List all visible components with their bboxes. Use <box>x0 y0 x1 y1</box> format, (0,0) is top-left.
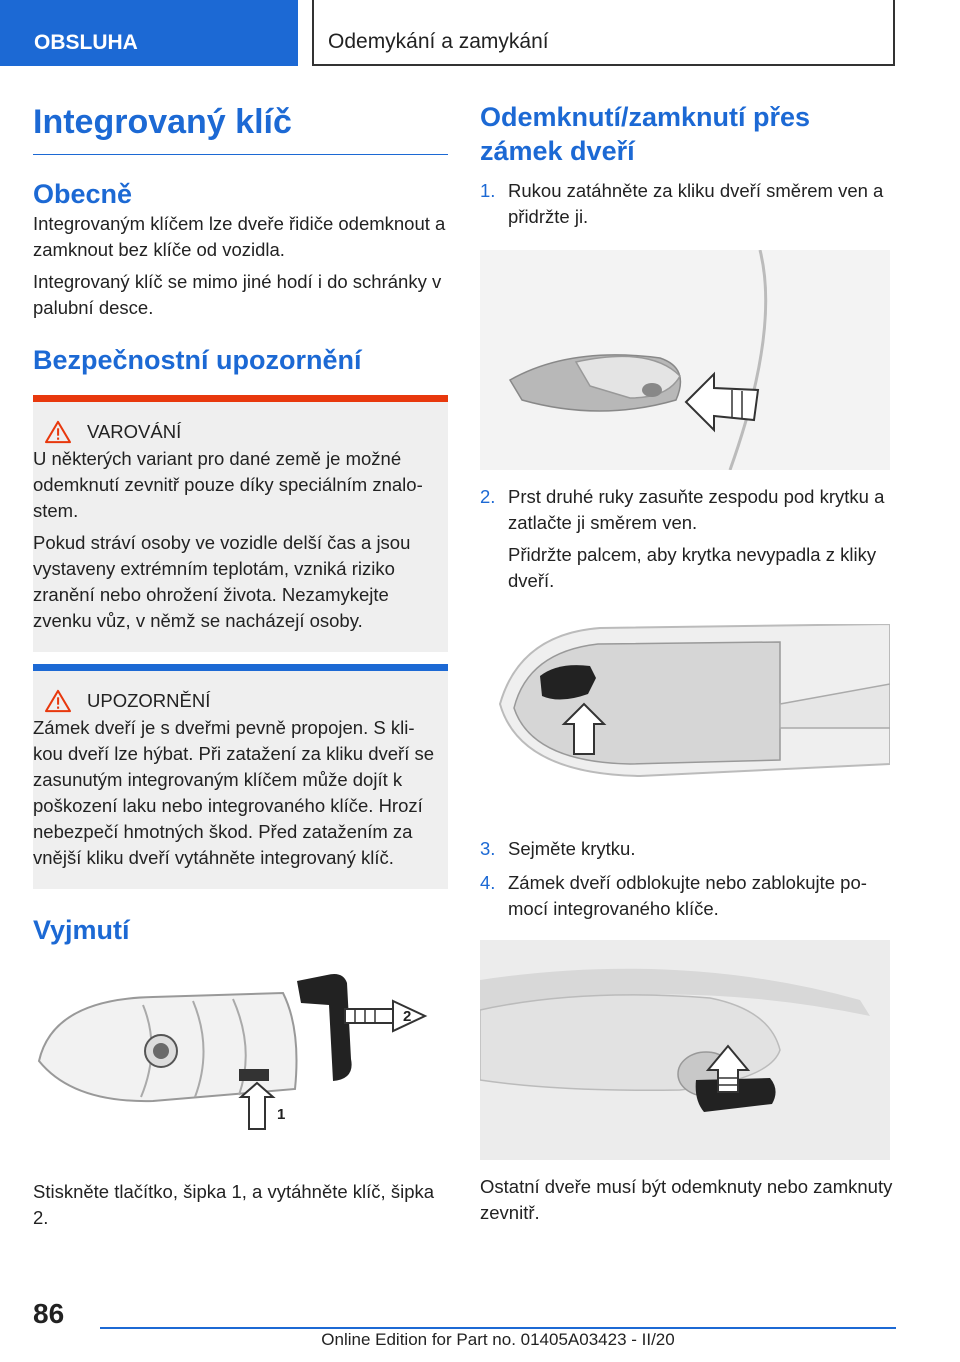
key-fob-illustration <box>33 969 448 1149</box>
step-item <box>480 484 898 536</box>
steps-list-c <box>480 836 898 922</box>
left-column <box>33 100 448 1231</box>
cover-removal-figure <box>480 624 890 784</box>
step-text: Zámek dveří odblokujte nebo zablokujte pomocí integrovaného klíče. <box>508 872 867 919</box>
key-removal-figure <box>33 969 448 1149</box>
door-cover-illustration <box>480 624 890 784</box>
warning-header <box>33 420 438 444</box>
steps-list-a <box>480 178 898 230</box>
page-number: 86 <box>33 1298 65 1329</box>
steps-list-b <box>480 484 898 594</box>
notice-box <box>33 664 448 889</box>
warning-paragraph-2: Pokud stráví osoby ve vozidle delší čas a jsou vystaveny extrémním teplotám, vzniká riziko zranění nebo ohrožení života. Nezamykejte zvenku vůz, v němž se nacházejí osoby. <box>33 532 411 631</box>
step-item <box>480 178 898 230</box>
step-text: Sejměte krytku. <box>508 838 636 859</box>
general-paragraph-2: Integrovaný klíč se mimo jiné hodí i do schránky v palubní desce. <box>33 271 442 318</box>
removal-heading: Vyjmutí <box>33 915 130 945</box>
step-text: Rukou zatáhněte za kliku dveří směrem ven a přidržte ji. <box>508 180 884 227</box>
notice-header <box>33 689 438 713</box>
step-text: Prst druhé ruky zasuňte zespodu pod krytku a zatlačte ji směrem ven. <box>508 486 885 533</box>
step-item <box>480 870 898 922</box>
note-paragraph: Ostatní dveře musí být odemknuty nebo zamknuty zevnitř. <box>480 1176 893 1223</box>
door-handle-illustration <box>480 250 890 470</box>
step-item <box>480 836 898 862</box>
warning-triangle-icon <box>43 689 73 713</box>
removal-caption: Stiskněte tlačítko, šipka 1, a vytáhněte klíč, šipka 2. <box>33 1181 435 1228</box>
step-number: 4. <box>480 872 496 893</box>
key-in-lock-illustration <box>480 940 890 1160</box>
page-title: Integrovaný klíč <box>33 100 448 155</box>
chapter-title: Odemykání a zamykání <box>312 0 895 66</box>
section-tab: OBSLUHA <box>0 0 298 66</box>
step-number: 1. <box>480 180 496 201</box>
arrow-1-label: 1 <box>277 1106 286 1123</box>
footer-divider <box>100 1327 896 1329</box>
notice-paragraph: Zámek dveří je s dveřmi pevně propojen. S klikou dveří lze hýbat. Při zatažení za kliku dveří se zasunutým integrovaným klíčem může dojít k poškození laku nebo integrovaného klíče. Hrozí nebezpečí hmotných škod. Před zatažením za vnější kliku dveří vytáhněte integrovaný klíč. <box>33 717 435 868</box>
warning-paragraph-1: U některých variant pro dané země je možné odemknutí zevnitř pouze díky speciálním znalostem. <box>33 448 423 521</box>
general-heading: Obecně <box>33 179 133 209</box>
page-header <box>0 0 960 66</box>
step-subtext: Přidržte palcem, aby krytka nevypadla z kliky dveří. <box>508 544 877 591</box>
notice-label: UPOZORNĚNÍ <box>87 690 211 711</box>
step-number: 2. <box>480 486 496 507</box>
warning-box <box>33 395 448 652</box>
general-paragraph-1: Integrovaným klíčem lze dveře řidiče odemknout a zamknout bez klíče od vozidla. <box>33 213 446 260</box>
step-subitem <box>480 542 898 594</box>
step-number: 3. <box>480 838 496 859</box>
door-handle-figure <box>480 250 890 470</box>
lock-heading: Odemknutí/zamknutí přes zámek dveří <box>480 102 811 166</box>
edition-line: Online Edition for Part no. 01405A03423 - II/20 <box>321 1330 675 1349</box>
arrow-2-label: 2 <box>403 1008 412 1025</box>
key-in-lock-figure <box>480 940 890 1160</box>
warning-triangle-icon <box>43 420 73 444</box>
safety-heading: Bezpečnostní upozornění <box>33 345 362 375</box>
warning-label: VAROVÁNÍ <box>87 421 182 442</box>
right-column <box>480 100 898 1226</box>
